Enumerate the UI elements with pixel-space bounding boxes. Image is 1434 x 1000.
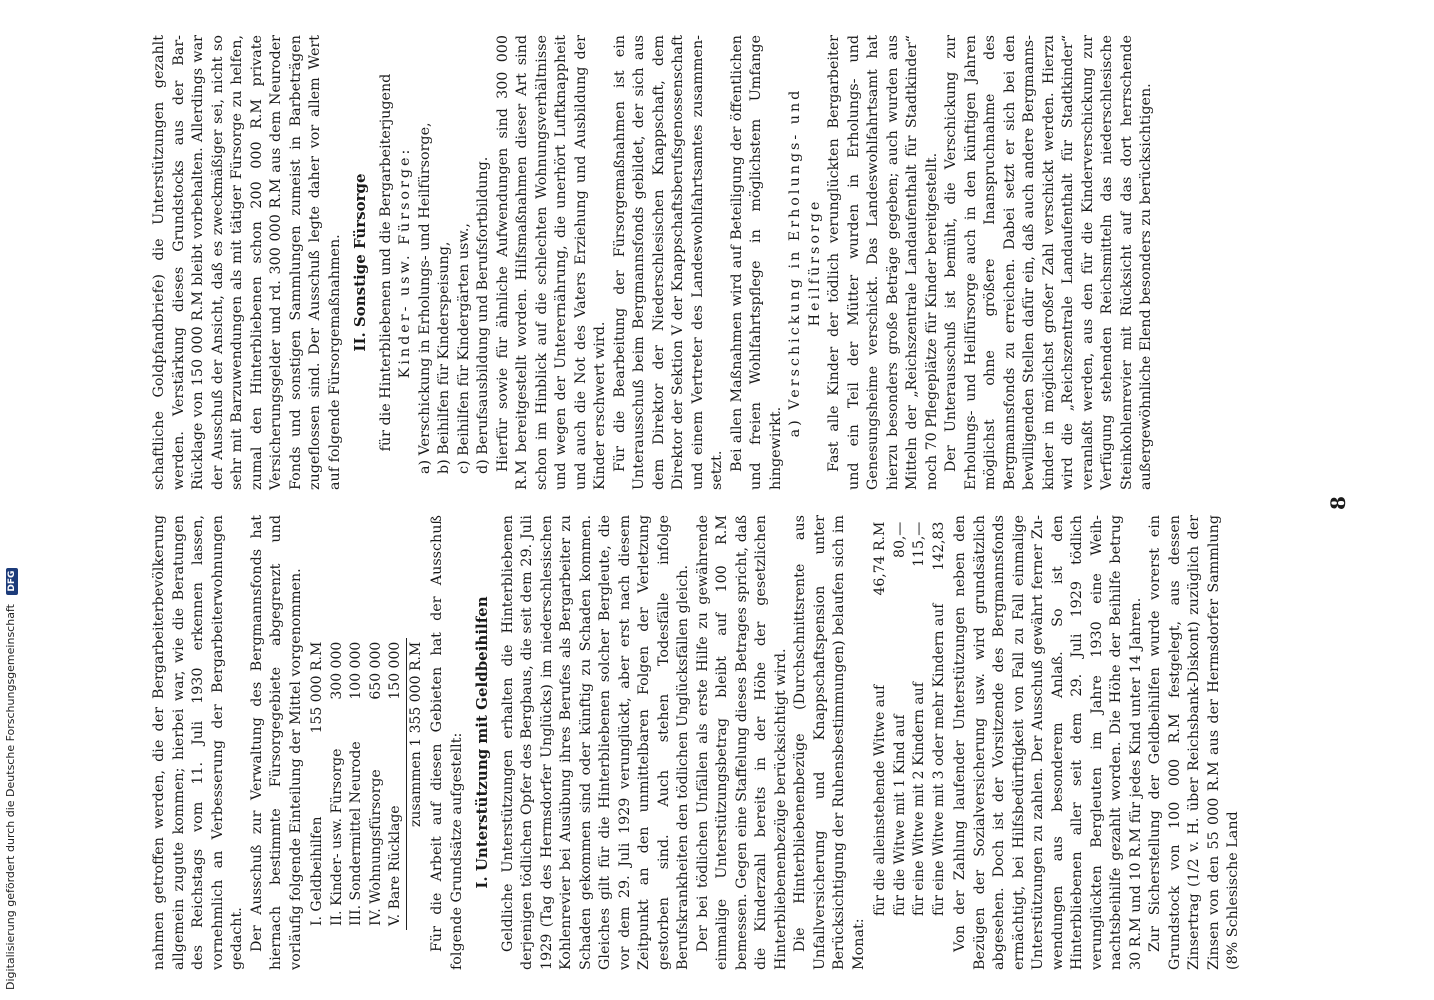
paragraph: Hierfür sowie für ähnliche Aufwendungen sind 300 000 R.M bereitgestellt worden. Hilfsmaßnahmen dieser Art sind schon im Hinblick auf die schlechten Wohnungsverhältnisse und wegen der Unterernährung, die unerhört Luftknappheit und auch die Not des Vaters Erziehung und Ausbildung der Kinder erschwert wird. xyxy=(494,35,608,490)
paragraph: Für die Arbeit auf diesen Gebieten hat der Ausschuß folgende Grundsätze aufgestellt: xyxy=(429,515,465,970)
page-number: 8 xyxy=(1326,496,1350,510)
list-item: c) Beihilfen für Kindergärten usw., xyxy=(455,223,472,474)
dfg-logo: DFG xyxy=(6,568,18,595)
list-item: d) Berufsausbildung und Berufsfortbildung. xyxy=(475,156,491,474)
paragraph: Für die Bearbeitung der Fürsorgemaßnahmen ist ein Unterausschuß beim Bergmannsfonds gebildet, der sich aus dem Direktor der Niederschlesischen Knappschaft, dem Direktor der Sektion V der Knappschaftsberufsgenossenschaft und einem Vertreter des Landeswohlfahrtsamtes zusammensetzt. xyxy=(611,35,725,490)
paragraph: Der Unterausschuß ist bemüht, die Verschickung zur Erholungs- und Heilfürsorge auch in den künftigen Jahren möglichst ohne größere Inanspruchnahme des Bergmannsfonds zu erreichen. Dabei setzt er sich bei den bewilligenden Stellen dafür ein, daß auch andere Bergmannskinder in möglichst großer Zahl verschickt werden. Hierzu wird die „Reichszentrale Landaufenthalt für Stadtkinder“ veranlaßt werden, aus den für die Kinderverschickung zur Verfügung stehenden Reichsmitteln das niederschlesische Steinkohlenrevier mit Rücksicht auf das dort herrschende außergewöhnliche Elend besonders zu berücksichtigen. xyxy=(943,35,1154,490)
paragraph: Fast alle Kinder der tödlich verunglückten Bergarbeiter und ein Teil der Mütter wurden in Erholungs- und Genesungsheime verschickt. Das Landeswohlfahrtsamt hat hierzu besonders große Beträge gegeben; auch wurden aus Mitteln der „Reichszentrale Landaufenthalt für Stadtkinder“ noch 70 Pflegeplätze für Kinder bereitgestellt. xyxy=(826,35,940,490)
list-item: b) Beihilfen für Kinderspeisung, xyxy=(436,241,452,474)
section-subheading: für die Hinterbliebenen und die Bergarbeiterjugend xyxy=(377,73,394,452)
paragraph: Zur Sicherstellung der Geldbeihilfen wurde vorerst ein Grundstock von 100 000 R.M festgelegt, aus dessen Zinsertrag (1/2 v. H. über Reichsbank-Diskont) zuzüglich der Zinsen von den 55 000 R.M aus der Hermsdorfer Sammlung (8% Schlesische Land xyxy=(1147,515,1241,970)
paragraph: Von der Zahlung laufender Unterstützungen neben den Bezügen der Sozialversicherung usw. wird grundsätzlich abgesehen. Doch ist der Vorsitzende des Bergmannsfonds ermächtigt, bei Hilfsbedürftigkeit von Fall zu Fall einmalige Unterstützungen zu zahlen. Der Ausschuß gewährt ferner Zuwendungen aus besonderem Anlaß. So ist den Hinterbliebenen aller seit dem 29. Juli 1929 tödlich verunglückten Bergleuten im Jahre 1930 eine Weihnachtsbeihilfe gezahlt worden. Die Höhe der Beihilfe betrug 30 R.M und 10 R.M für jedes Kind unter 14 Jahren. xyxy=(952,515,1144,970)
paragraph: Bei allen Maßnahmen wird auf Beteiligung der öffentlichen und freien Wohlfahrtspflege in möglichstem Umfange hingewirkt. xyxy=(728,35,784,490)
paragraph: schaftliche Goldpfandbriefe) die Unterstützungen gezahlt werden. Verstärkung dieses Grundstocks aus der Bar-Rücklage von 150 000 R.M bleibt vorbehalten. Allerdings war der Ausschuß der Ansicht, daß es zweckmäßiger sei, nicht so sehr mit Barzuwendungen als mit tätiger Fürsorge zu helfen, zumal den Hinterbliebenen schon 200 000 R.M private Versicherungsgelder und rd. 300 000 R.M aus dem Neuroder Fonds und sonstigen Sammlungen zumeist in Barbeträgen zugeflossen sind. Der Ausschuß legte daher vor allem Wert auf folgende Fürsorgemaßnahmen. xyxy=(151,35,343,490)
care-list xyxy=(416,35,494,490)
budget-row: IV. Wohnungsfürsorge 650 000 xyxy=(367,641,384,926)
paragraph: Der bei tödlichen Unfällen als erste Hilfe zu gewährende einmalige Unterstützungsbetrag bleibt auf 100 R.M bemessen. Gegen eine Staffelung dieses Betrages spricht, daß die Kinderzahl bereits in der Höhe der gesetzlichen Hinterbliebenenbezüge berücksichtigt wird. xyxy=(694,515,789,970)
budget-row: III. Sondermittel Neurode 100 000 xyxy=(348,641,364,926)
paragraph: Der Ausschuß zur Verwaltung des Bergmannsfonds hat hiernach bestimmte Fürsorgegebiete abgegrenzt und vorläufig folgende Einteilung der Mittel vorgenommen. xyxy=(248,515,304,970)
budget-row: V. Bare Rücklage 150 000 xyxy=(387,641,403,926)
section-subheading: a) Verschickung in Erholungs- und Heilfürsorge xyxy=(787,87,823,438)
rotated-page-content xyxy=(150,30,1350,970)
paragraph: nahmen getroffen werden, die der Bergarbeiterbevölkerung allgemein zugute kommen; hierbei war, wie die Beratungen des Reichstags vom 11. Juli 1930 erkennen lassen, vornehmlich an Verbesserung der Bergarbeiterwohnungen gedacht. xyxy=(151,515,245,970)
footer-text: Digitalisierung gefördert durch die Deutsche Forschungsgemeinschaft xyxy=(4,604,17,990)
budget-row: II. Kinder- usw. Fürsorge 300 000 xyxy=(328,641,345,926)
column-one xyxy=(150,515,1244,970)
rent-row: für eine Witwe mit 3 oder mehr Kindern auf 142,83 xyxy=(930,521,947,916)
digitization-footer xyxy=(4,0,18,990)
rent-table xyxy=(871,518,949,920)
rent-row: für die Witwe mit 1 Kind auf 80,— xyxy=(891,521,908,916)
list-item: a) Verschickung in Erholungs- und Heilfürsorge, xyxy=(416,122,433,474)
paragraph: Die Hinterbliebenenbezüge (Durchschnittsrente aus Unfallversicherung und Knappschaftspension unter Berücksichtigung der Ruhensbestimmungen) belaufen sich im Monat: xyxy=(792,515,867,970)
section-subheading: Kinder- usw. Fürsorge: xyxy=(397,146,413,379)
rent-row: für eine Witwe mit 2 Kindern auf 115,— xyxy=(911,521,927,916)
rent-row: für die alleinstehende Witwe auf 46,74 R.M xyxy=(872,521,888,916)
section-heading: I. Unterstützung mit Geldbeihilfen xyxy=(473,596,491,889)
section-heading: II. Sonstige Fürsorge xyxy=(351,173,369,352)
column-two xyxy=(150,35,1157,490)
budget-row: I. Geldbeihilfen 155 000 R.M xyxy=(309,641,325,926)
paragraph: Geldliche Unterstützungen erhalten die Hinterbliebenen derjenigen tödlichen Opfer des Bergbaus, die seit dem 29. Juli 1929 (Tag des Hermsdorfer Unglücks) im niederschlesischen Kohlenrevier bei Ausübung ihres Berufes als Bergarbeiter zu Schaden gekommen sind oder künftig zu Schaden kommen. Gleiches gilt für die Hinterbliebenen solcher Bergleute, die vor dem 29. Juli 1929 verunglückt, aber erst nach diesem Zeitpunkt an den unmittelbaren Folgen der Verletzung gestorben sind. Auch stehen Todesfälle infolge Berufskrankheiten den tödlichen Unglücksfällen gleich. xyxy=(499,515,691,970)
budget-total-row: zusammen 1 355 000 R.M xyxy=(406,638,426,930)
budget-table xyxy=(308,638,426,930)
